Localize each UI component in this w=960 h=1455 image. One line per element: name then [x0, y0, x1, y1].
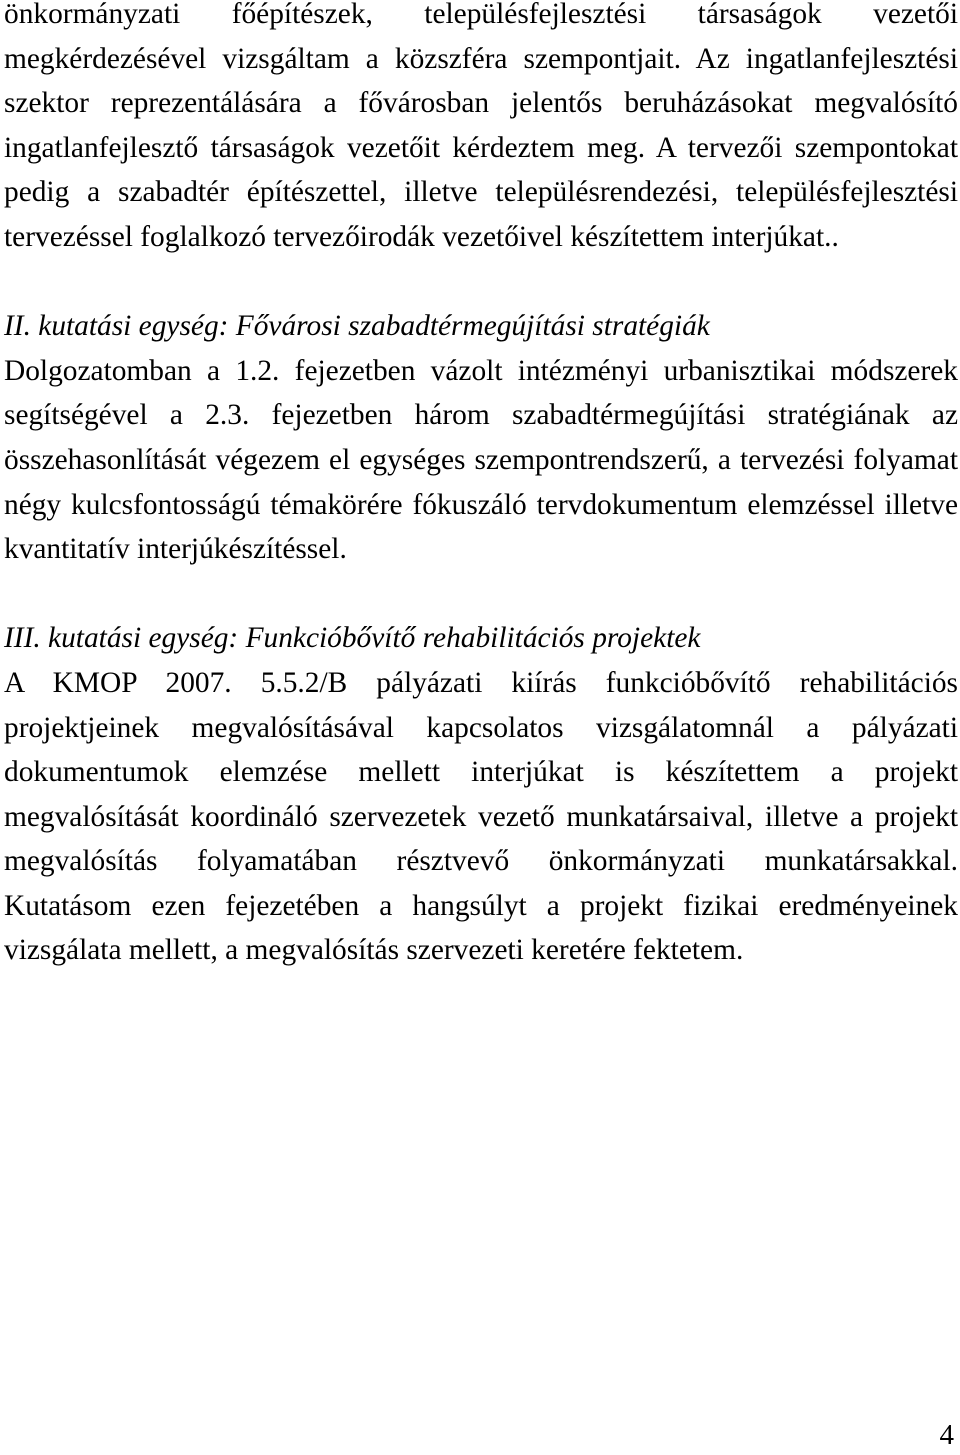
section-2-heading: II. kutatási egység: Fővárosi szabadtérmegújítási stratégiák — [4, 310, 710, 343]
intro-paragraph: önkormányzati főépítészek, településfejlesztési társaságok vezetői megkérdezésével vizsgáltam a közszféra szempontjait. Az ingatlanfejlesztési szektor reprezentálására a fővárosban jelentős beruházásokat megvalósító ingatlanfejlesztő társaságok vezetőit kérdeztem meg. A tervezői szempontokat pedig a szabadtér építészettel, illetve településrendezési, településfejlesztési tervezéssel foglalkozó tervezőirodák vezetőivel készítettem interjúkat.. — [4, 0, 958, 253]
paragraph-gap — [4, 572, 958, 617]
paragraph-gap — [4, 260, 958, 305]
section-3-body: A KMOP 2007. 5.5.2/B pályázati kiírás funkcióbővítő rehabilitációs projektjeinek megvalósításával kapcsolatos vizsgálatomnál a pályázati dokumentumok elemzése mellett interjúkat is készítettem a projekt megvalósítását koordináló szervezetek vezető munkatársaival, illetve a projekt megvalósítás folyamatában résztvevő önkormányzati munkatársakkal. Kutatásom ezen fejezetében a hangsúlyt a projekt fizikai eredményeinek vizsgálata mellett, a megvalósítás szervezeti keretére fektetem. — [4, 666, 958, 967]
section-3-heading: III. kutatási egység: Funkcióbővítő rehabilitációs projektek — [4, 622, 701, 655]
page-number: 4 — [939, 1419, 954, 1451]
document-page — [4, 0, 958, 973]
section-2-body: Dolgozatomban a 1.2. fejezetben vázolt intézményi urbanisztikai módszerek segítségével a 2.3. fejezetben három szabadtérmegújítási stratégiának az összehasonlítását végezem el egységes szempontrendszerű, a tervezési folyamat négy kulcsfontosságú témakörére fókuszáló tervdokumentum elemzéssel illetve kvantitatív interjúkészítéssel. — [4, 354, 958, 566]
